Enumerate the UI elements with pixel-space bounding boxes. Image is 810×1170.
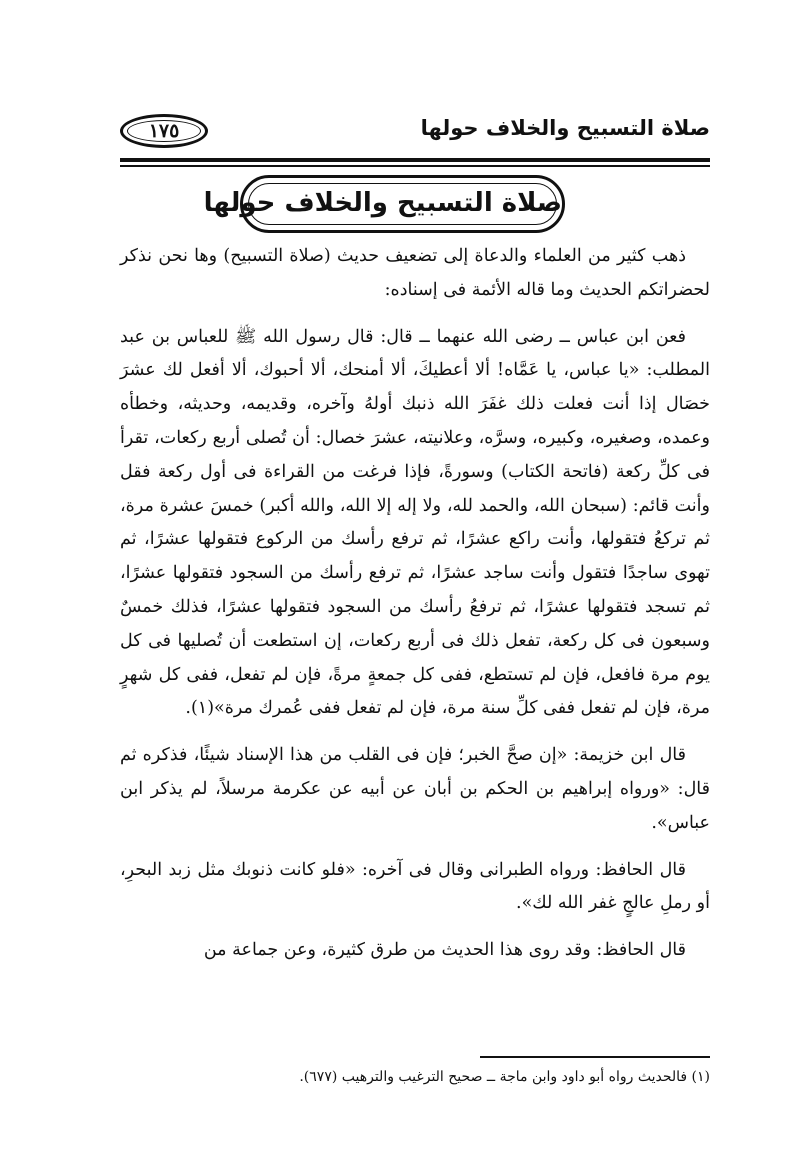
page-number-oval	[120, 114, 208, 148]
section-title-frame	[203, 175, 565, 233]
running-header	[120, 112, 710, 156]
footnote: (١) فالحديث رواه أبو داود وابن ماجة ــ صحيح الترغيب والترهيب (٦٧٧).	[299, 1069, 710, 1085]
section-title: صلاة التسبيح والخلاف حولها	[203, 188, 562, 218]
paragraph-ibn-khuzayma: قال ابن خزيمة: «إن صحَّ الخبر؛ فإن فى القلب من هذا الإسناد شيئًا، فذكره ثم قال: «ورواه إبراهيم بن الحكم بن أبان عن أبيه عن عكرمة مرسلاً، لم يذكر ابن عباس».	[120, 745, 710, 833]
header-rule-thick	[120, 158, 710, 162]
footnote-rule	[480, 1056, 710, 1058]
paragraph-hafiz-tabarani: قال الحافظ: ورواه الطبرانى وقال فى آخره: «فلو كانت ذنوبك مثل زبد البحرِ، أو رملِ عالجٍ غفر الله لك».	[120, 859, 710, 914]
paragraph-hafiz-turuq: قال الحافظ: وقد روى هذا الحديث من طرق كثيرة، وعن جماعة من	[203, 940, 686, 961]
page-number: ١٧٥	[148, 120, 180, 142]
paragraph-hadith: فعن ابن عباس ــ رضى الله عنهما ــ قال: قال رسول الله ﷺ للعباس بن عبد المطلب: «يا عباس، يا عَمَّاه! ألا أعطيكَ، ألا أمنحك، ألا أحبوك، ألا أفعل لك عشرَ خصَال إذا أنت فعلت ذلك غفَرَ الله ذنبك أولهُ وآخره، وقديمه، وحديثه، وخطأه وعمده، وصغيره، وكبيره، وسرَّه، وعلانيته، عشرَ خصال: أن تُصلى أربع ركعات، تقرأ فى كلِّ ركعة (فاتحة الكتاب) وسورةً، فإذا فرغت من القراءة فى أول ركعة فقل وأنت قائم: (سبحان الله، والحمد لله، ولا إله إلا الله، والله أكبر) خمسَ عشرة مرة، ثم تركعُ فتقولها، وأنت راكع عشرًا، ثم ترفع رأسك من الركوع فتقولها عشرًا، ثم تهوى ساجدًا فتقول وأنت ساجد عشرًا، ثم ترفع رأسك من السجود فتقولها عشرًا، ثم تسجد فتقولها عشرًا، ثم ترفعُ رأسك من السجود فتقولها عشرًا، فذلك خمسٌ وسبعون فى كل ركعة، تفعل ذلك فى أربع ركعات، إن استطعت أن تُصليها فى كل يوم مرة فافعل، فإن لم تستطع، ففى كل جمعةٍ مرةً، فإن لم تفعل، ففى كل شهرٍ مرة، فإن لم تفعل ففى كلِّ سنة مرة، فإن لم تفعل ففى عُمرك مرة»(١).	[120, 326, 710, 719]
header-rule-thin	[120, 165, 710, 167]
running-title: صلاة التسبيح والخلاف حولها	[420, 116, 710, 140]
paragraph-intro: ذهب كثير من العلماء والدعاة إلى تضعيف حديث (صلاة التسبيح) وها نحن نذكر لحضراتكم الحديث وما قاله الأئمة فى إسناده:	[120, 246, 710, 300]
body-text	[120, 240, 710, 968]
